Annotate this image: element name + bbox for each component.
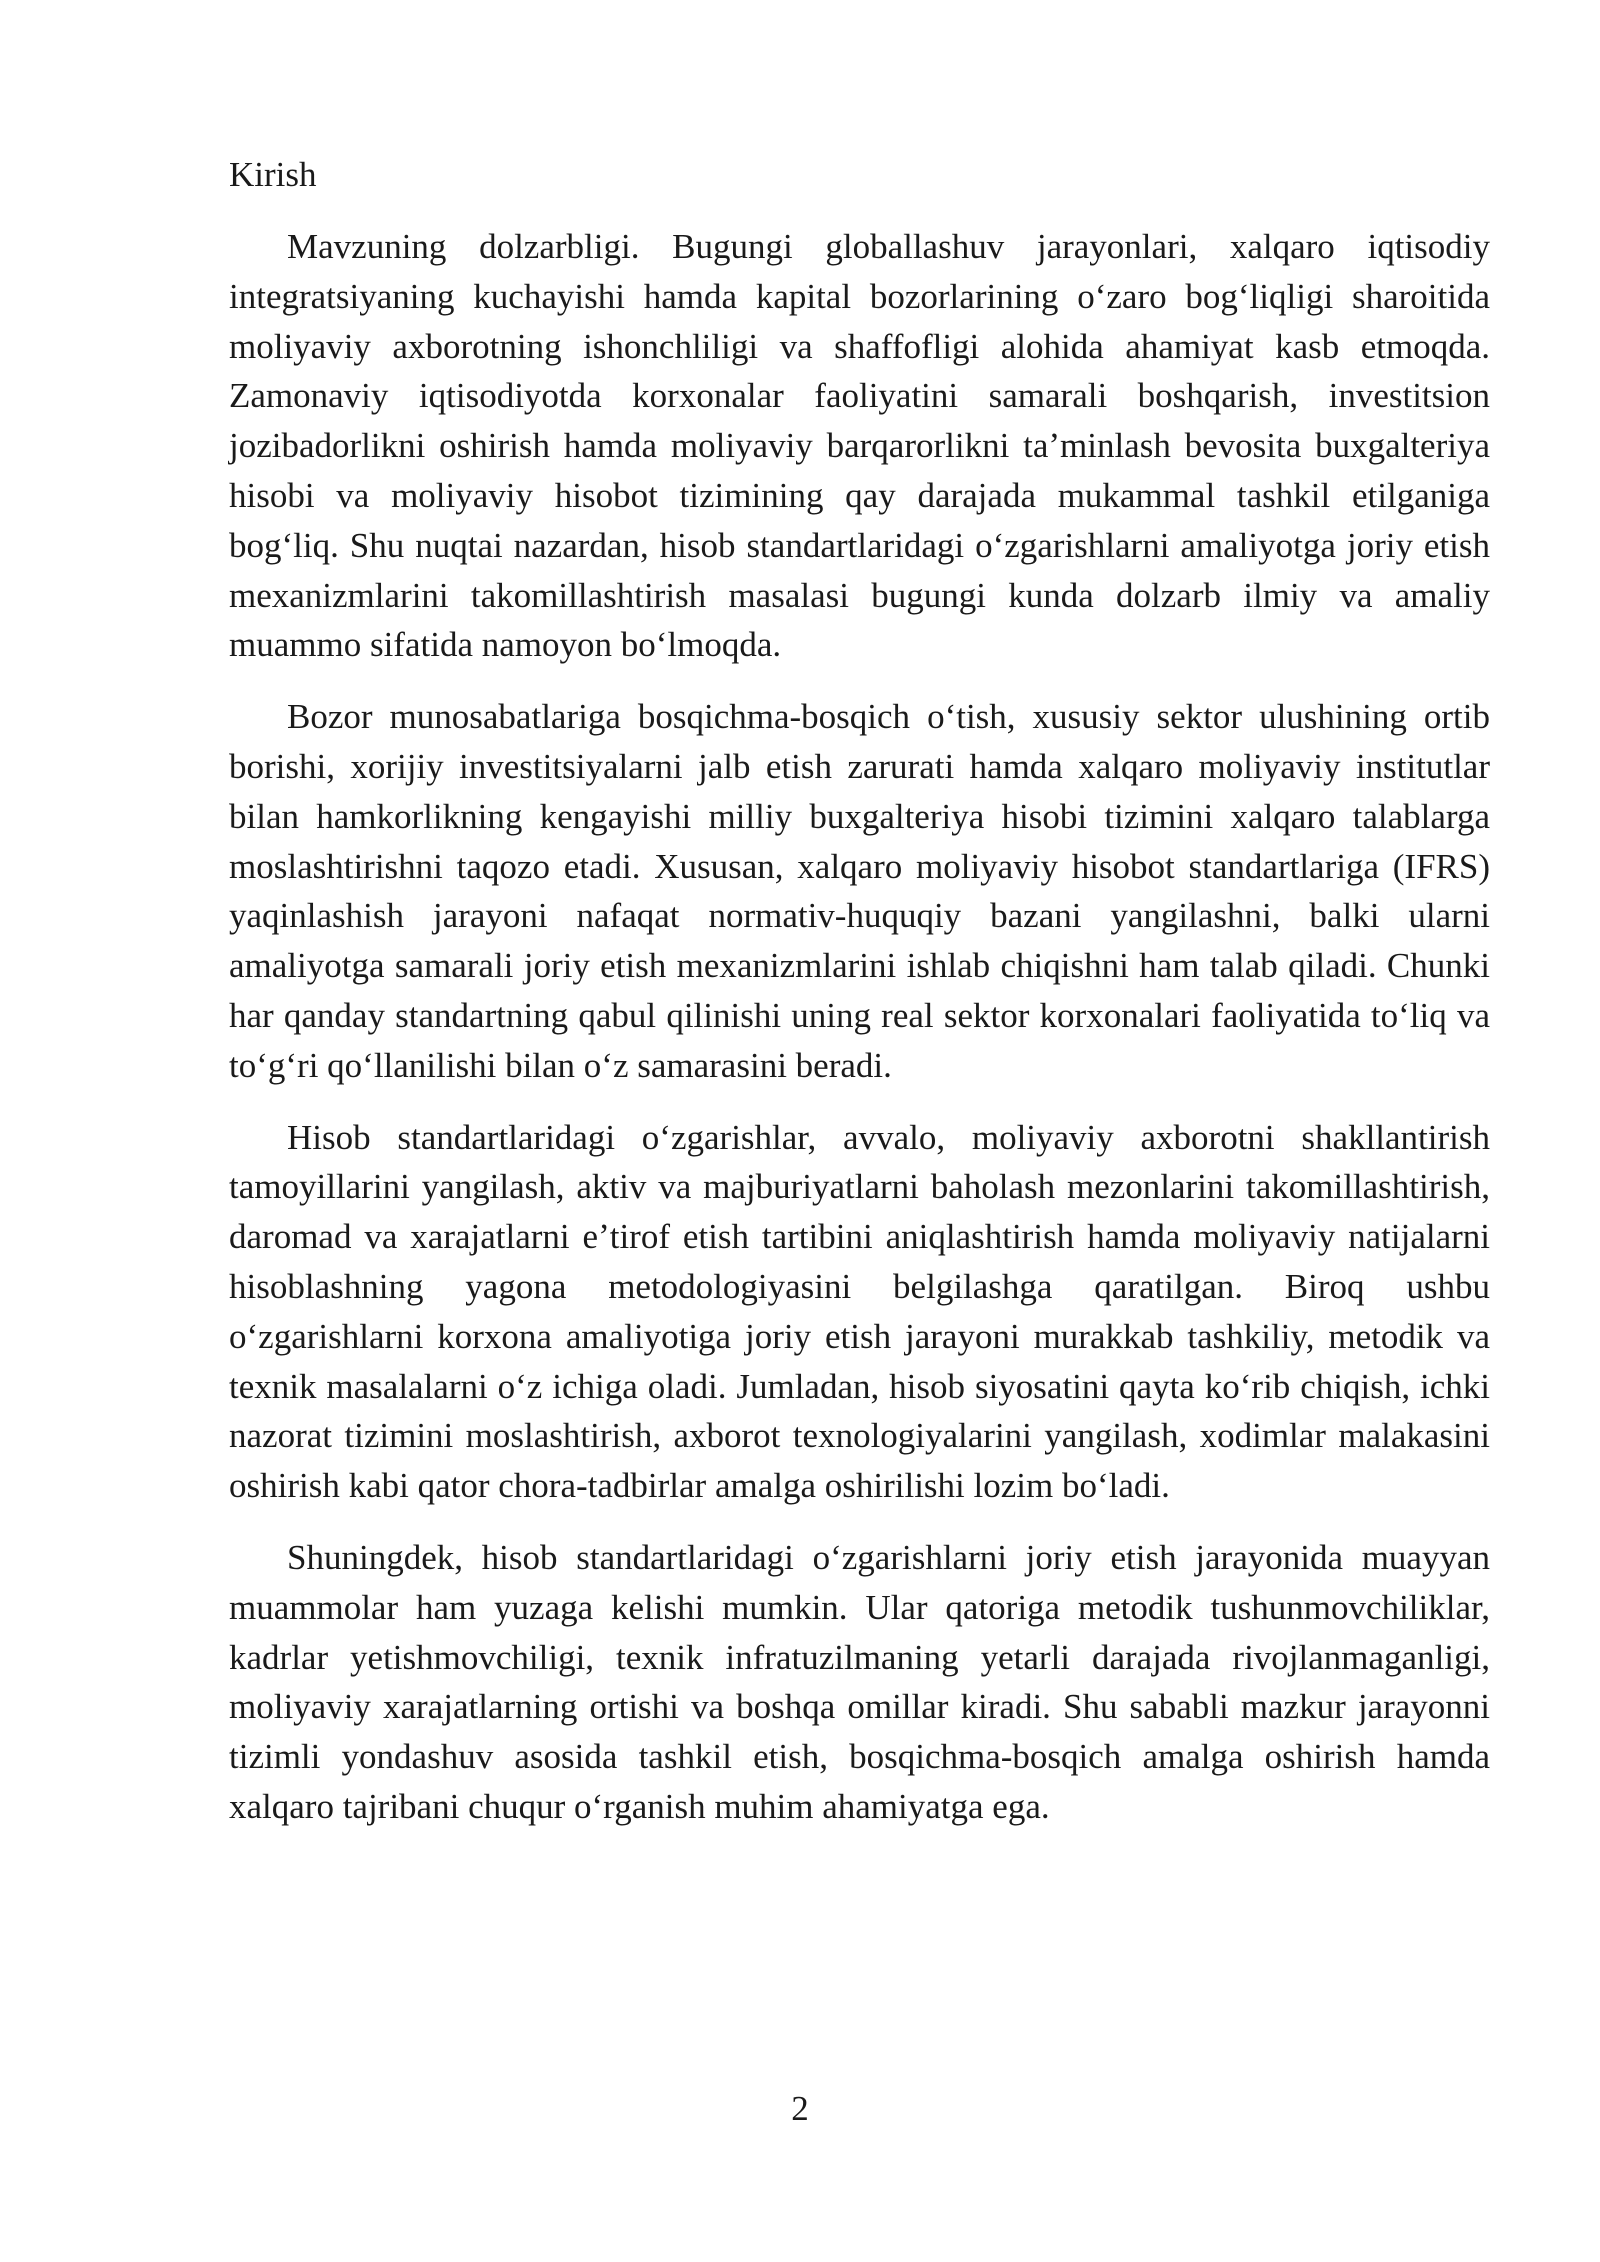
section-heading: Kirish <box>229 155 317 194</box>
paragraph-4: Shuningdek, hisob standartlaridagi oʻzgarishlarni joriy etish jarayonida muayyan muammolar ham yuzaga kelishi mumkin. Ular qatoriga metodik tushunmovchiliklar, kadrlar yetishmovchiligi, texnik infratuzilmaning yetarli darajada rivojlanmaganligi, moliyaviy xarajatlarning ortishi va boshqa omillar kiradi. Shu sababli mazkur jarayonni tizimli yondashuv asosida tashkil etish, bosqichma-bosqich amalga oshirish hamda xalqaro tajribani chuqur oʻrganish muhim ahamiyatga ega. <box>229 1537 1490 1826</box>
paragraph-1: Mavzuning dolzarbligi. Bugungi globallashuv jarayonlari, xalqaro iqtisodiy integratsiyaning kuchayishi hamda kapital bozorlarining oʻzaro bogʻliqligi sharoitida moliyaviy axborotning ishonchliligi va shaffofligi alohida ahamiyat kasb etmoqda. Zamonaviy iqtisodiyotda korxonalar faoliyatini samarali boshqarish, investitsion jozibadorlikni oshirish hamda moliyaviy barqarorlikni taʼminlash bevosita buxgalteriya hisobi va moliyaviy hisobot tizimining qay darajada mukammal tashkil etilganiga bogʻliq. Shu nuqtai nazardan, hisob standartlaridagi oʻzgarishlarni amaliyotga joriy etish mexanizmlarini takomillashtirish masalasi bugungi kunda dolzarb ilmiy va amaliy muammo sifatida namoyon boʻlmoqda. <box>229 227 1490 665</box>
body-text <box>229 222 1490 1854</box>
paragraph-2: Bozor munosabatlariga bosqichma-bosqich oʻtish, xususiy sektor ulushining ortib borishi, xorijiy investitsiyalarni jalb etish zarurati hamda xalqaro moliyaviy institutlar bilan hamkorlikning kengayishi milliy buxgalteriya hisobi tizimini xalqaro talablarga moslashtirishni taqozo etadi. Xususan, xalqaro moliyaviy hisobot standartlariga (IFRS) yaqinlashish jarayoni nafaqat normativ-huquqiy bazani yangilashni, balki ularni amaliyotga samarali joriy etish mexanizmlarini ishlab chiqishni ham talab qiladi. Chunki har qanday standartning qabul qilinishi uning real sektor korxonalari faoliyatida toʻliq va toʻgʻri qoʻllanilishi bilan oʻz samarasini beradi. <box>229 697 1490 1085</box>
paragraph-3: Hisob standartlaridagi oʻzgarishlar, avvalo, moliyaviy axborotni shakllantirish tamoyillarini yangilash, aktiv va majburiyatlarni baholash mezonlarini takomillashtirish, daromad va xarajatlarni eʼtirof etish tartibini aniqlashtirish hamda moliyaviy natijalarni hisoblashning yagona metodologiyasini belgilashga qaratilgan. Biroq ushbu oʻzgarishlarni korxona amaliyotiga joriy etish jarayoni murakkab tashkiliy, metodik va texnik masalalarni oʻz ichiga oladi. Jumladan, hisob siyosatini qayta koʻrib chiqish, ichki nazorat tizimini moslashtirish, axborot texnologiyalarini yangilash, xodimlar malakasini oshirish kabi qator chora-tadbirlar amalga oshirilishi lozim boʻladi. <box>229 1117 1490 1506</box>
page-number: 2 <box>791 2089 809 2128</box>
